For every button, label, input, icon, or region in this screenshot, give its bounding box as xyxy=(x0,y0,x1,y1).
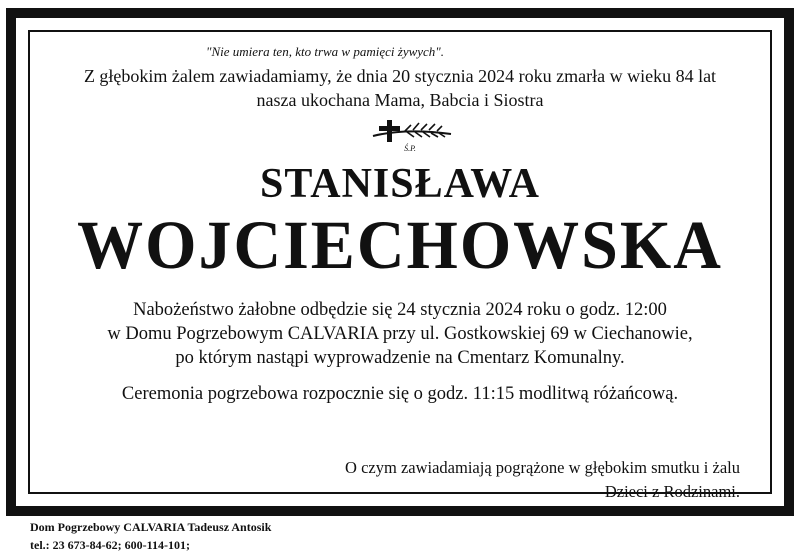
footer-company: Dom Pogrzebowy CALVARIA Tadeusz Antosik xyxy=(30,520,272,534)
sp-label: Ś.P. xyxy=(404,144,416,153)
closing-line-2: Dzieci z Rodzinami. xyxy=(604,482,740,501)
cross-palm-graphic xyxy=(365,116,455,146)
deceased-last-name: WOJCIECHOWSKA xyxy=(77,207,723,284)
service-line-2: w Domu Pogrzebowym CALVARIA przy ul. Gostkowskiej 69 w Ciechanowie, xyxy=(107,324,693,344)
intro-line-1: Z głębokim żalem zawiadamiamy, że dnia 20 stycznia 2024 roku zmarła w wieku 84 lat xyxy=(83,66,717,86)
cross-palm-icon xyxy=(365,116,455,156)
service-line-1: Nabożeństwo żałobne odbędzie się 24 stycznia 2024 roku o godz. 12:00 xyxy=(133,300,667,320)
obituary-inner-border xyxy=(28,30,772,501)
footer-phone: tel.: 23 673-84-62; 600-114-101; xyxy=(30,538,190,552)
ceremony-line: Ceremonia pogrzebowa rozpocznie się o godz. 11:15 modlitwą różańcową. xyxy=(121,384,679,404)
intro-line-2: nasza ukochana Mama, Babcia i Siostra xyxy=(256,90,544,110)
service-line-3: po którym nastąpi wyprowadzenie na Cmentarz Komunalny. xyxy=(175,348,625,368)
closing-line-1: O czym zawiadamiają pogrążone w głębokim smutku i żalu xyxy=(345,458,740,477)
obituary-frame xyxy=(6,8,794,516)
motto-quote: "Nie umiera ten, kto trwa w pamięci żywych". xyxy=(205,44,445,59)
deceased-first-name: STANISŁAWA xyxy=(260,161,540,207)
